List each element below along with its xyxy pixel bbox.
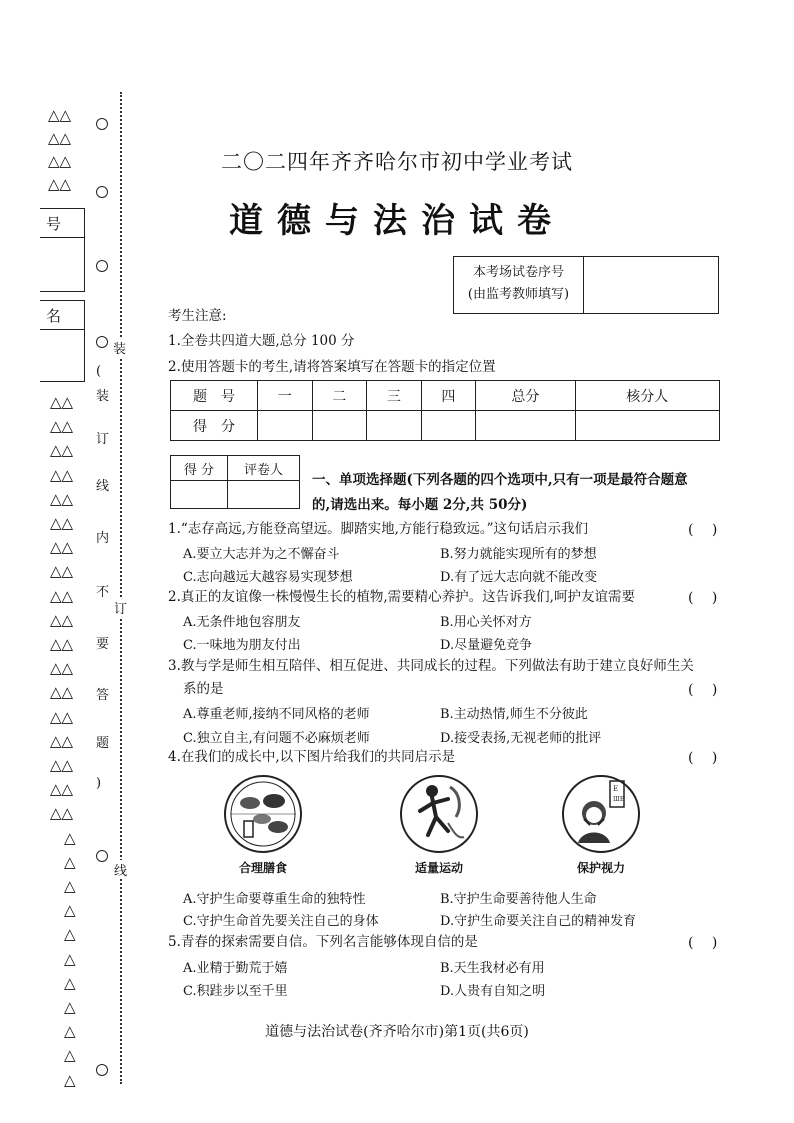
- triangle-mark: [50, 826, 76, 850]
- score-cell[interactable]: [367, 411, 422, 441]
- score-header-cell: 题 号: [171, 381, 258, 411]
- triangle-glyph: △: [50, 562, 62, 581]
- answer-blank[interactable]: ( ): [688, 522, 718, 538]
- notice-item-1: 1.全卷共四道大题,总分 100 分: [168, 333, 355, 349]
- option-d: D.有了远大志向就不能改变: [440, 570, 598, 585]
- triangle-glyph: △: [61, 659, 74, 678]
- triangle-glyph: △: [50, 514, 62, 533]
- triangle-glyph: △: [61, 538, 74, 557]
- triangle-glyph: △: [64, 901, 76, 920]
- triangle-glyph: △: [64, 1070, 76, 1089]
- triangle-glyph: △: [64, 949, 76, 968]
- triangle-mark: [50, 898, 76, 922]
- serial-number-label: [454, 257, 584, 313]
- option-c: C.一味地为朋友付出: [183, 638, 301, 653]
- triangle-glyph: △: [61, 417, 74, 436]
- triangle-mark: [50, 680, 76, 704]
- option-b: B.主动热情,师生不分彼此: [440, 707, 588, 722]
- triangle-mark: [50, 777, 76, 801]
- triangle-mark: [50, 874, 76, 898]
- triangle-glyph: △: [50, 441, 62, 460]
- triangle-glyph: △: [61, 635, 74, 654]
- triangle-glyph: △: [61, 586, 74, 605]
- score-cell[interactable]: [575, 411, 719, 441]
- binding-hole: [96, 118, 108, 130]
- picture-caption: 合理膳食: [238, 861, 287, 875]
- option-a: A.业精于勤荒于嬉: [183, 961, 288, 976]
- triangle-glyph: △: [61, 441, 74, 460]
- triangle-mark: [50, 850, 76, 874]
- score-header-cell: 核分人: [575, 381, 719, 411]
- section-1-title: 一、单项选择题(下列各题的四个选项中,只有一项是最符合题意: [312, 472, 688, 488]
- binding-hole: [96, 1064, 108, 1076]
- binding-char: 要: [96, 637, 110, 652]
- score-header-cell: 二: [312, 381, 367, 411]
- triangle-glyph: △: [61, 707, 74, 726]
- grader-name-cell[interactable]: [228, 481, 300, 509]
- question-4-stem: 4.在我们的成长中,以下图片给我们的共同启示是: [168, 749, 456, 765]
- score-cell[interactable]: [421, 411, 476, 441]
- binding-char-xian: 线: [114, 860, 127, 879]
- triangle-mark: [50, 535, 76, 559]
- triangle-glyph: △: [50, 465, 62, 484]
- triangle-glyph: △: [61, 731, 74, 750]
- option-c: C.志向越远大越容易实现梦想: [183, 570, 353, 585]
- triangle-glyph: △: [50, 417, 62, 436]
- question-3-stem: 3.教与学是师生相互陪伴、相互促进、共同成长的过程。下列做法有助于建立良好师生关: [168, 658, 694, 674]
- question-3-stem-cont: 系的是: [183, 681, 224, 697]
- binding-hole: [96, 850, 108, 862]
- triangle-mark: [50, 801, 76, 825]
- triangle-glyph: △: [61, 780, 74, 799]
- triangle-mark: △△: [48, 152, 72, 170]
- option-b: B.用心关怀对方: [440, 615, 532, 630]
- binding-char: 答: [96, 688, 110, 703]
- name-box[interactable]: [40, 300, 85, 382]
- answer-blank[interactable]: ( ): [688, 750, 718, 766]
- name-label: 名: [46, 307, 62, 325]
- question-1-stem: 1.“志存高远,方能登高望远。脚踏实地,方能行稳致远。”这句话启示我们: [168, 521, 589, 537]
- exam-number-label: 号: [46, 215, 62, 233]
- triangle-glyph: △: [64, 998, 76, 1017]
- triangle-mark: [50, 414, 76, 438]
- triangle-glyph: △: [61, 610, 74, 629]
- triangle-mark: [50, 947, 76, 971]
- triangle-glyph: △: [64, 973, 76, 992]
- score-row-label: 得 分: [171, 411, 258, 441]
- binding-char: 装: [96, 389, 110, 404]
- triangle-mark: [50, 995, 76, 1019]
- binding-char: 不: [96, 585, 110, 600]
- score-header-cell: 一: [258, 381, 313, 411]
- binding-paren-open: (: [96, 364, 102, 379]
- runner-icon: [398, 773, 480, 855]
- option-d: D.守护生命要关注自己的精神发育: [440, 914, 637, 929]
- triangle-glyph: △: [64, 1046, 76, 1065]
- triangle-glyph: △: [50, 756, 62, 775]
- triangle-mark: [50, 559, 76, 583]
- triangle-mark: [50, 608, 76, 632]
- triangle-glyph: △: [64, 852, 76, 871]
- triangle-mark: [50, 463, 76, 487]
- picture-eye-care: [560, 773, 642, 876]
- option-a: A.无条件地包容朋友: [183, 615, 301, 630]
- score-header-cell: 三: [367, 381, 422, 411]
- score-cell[interactable]: [312, 411, 367, 441]
- triangle-glyph: △: [64, 925, 76, 944]
- serial-label-line2: (由监考教师填写): [467, 287, 570, 302]
- option-c: C.积跬步以至千里: [183, 984, 288, 999]
- triangle-glyph: △: [61, 514, 74, 533]
- triangle-glyph: △: [61, 562, 74, 581]
- section-1-title-cont: 的,请选出来。每小题 2分,共 50分): [312, 497, 528, 513]
- triangle-mark: [50, 584, 76, 608]
- triangle-mark: [50, 487, 76, 511]
- triangle-glyph: △: [50, 804, 62, 823]
- score-header-cell: 四: [421, 381, 476, 411]
- triangle-glyph: △: [61, 804, 74, 823]
- triangle-glyph: △: [50, 489, 62, 508]
- page-footer: 道德与法治试卷(齐齐哈尔市)第1页(共6页): [265, 1024, 529, 1040]
- triangle-mark: [50, 729, 76, 753]
- score-header-cell: 总分: [476, 381, 575, 411]
- triangle-glyph: △: [64, 828, 76, 847]
- answer-blank[interactable]: ( ): [688, 590, 718, 606]
- score-cell[interactable]: [476, 411, 575, 441]
- triangle-glyph: △: [61, 683, 74, 702]
- picture-healthy-diet: [222, 773, 304, 876]
- binding-hole: [96, 260, 108, 272]
- triangle-mark: △△: [48, 129, 72, 147]
- picture-caption: 适量运动: [414, 861, 463, 875]
- binding-char: 题: [96, 736, 110, 751]
- margin-triangles-bottom: [50, 390, 76, 1092]
- option-a: A.要立大志并为之不懈奋斗: [183, 547, 340, 562]
- eye-chart-icon: [560, 773, 642, 855]
- binding-char: 订: [96, 432, 110, 447]
- binding-paren-close: ): [96, 776, 102, 791]
- triangle-glyph: △: [50, 731, 62, 750]
- triangle-mark: △△: [48, 106, 72, 124]
- answer-blank[interactable]: ( ): [688, 682, 718, 698]
- triangle-glyph: △: [61, 756, 74, 775]
- triangle-glyph: △: [64, 877, 76, 896]
- triangle-mark: [50, 705, 76, 729]
- triangle-mark: [50, 1068, 76, 1092]
- triangle-mark: [50, 971, 76, 995]
- notice-title: 考生注意:: [168, 308, 227, 324]
- grader-score-label: 得 分: [171, 456, 228, 481]
- answer-blank[interactable]: ( ): [688, 935, 718, 951]
- triangle-glyph: △: [61, 489, 74, 508]
- binding-hole: [96, 336, 108, 348]
- triangle-glyph: △: [50, 659, 62, 678]
- triangle-mark: △△: [48, 175, 72, 193]
- serial-label-line1: 本考场试卷序号: [472, 265, 564, 280]
- triangle-mark: [50, 656, 76, 680]
- triangle-mark: [50, 922, 76, 946]
- option-a: A.尊重老师,接纳不同风格的老师: [183, 707, 370, 722]
- option-c: C.独立自主,有问题不必麻烦老师: [183, 731, 370, 746]
- option-b: B.守护生命要善待他人生命: [440, 892, 597, 907]
- option-c: C.守护生命首先要关注自己的身体: [183, 914, 379, 929]
- triangle-mark: [50, 511, 76, 535]
- svg-text:ШE: ШE: [613, 796, 625, 803]
- option-d: D.尽量避免竞争: [440, 638, 533, 653]
- triangle-mark: [50, 438, 76, 462]
- option-b: B.努力就能实现所有的梦想: [440, 547, 597, 562]
- notice-item-2: 2.使用答题卡的考生,请将答案填写在答题卡的指定位置: [168, 359, 496, 375]
- picture-caption: 保护视力: [576, 861, 625, 875]
- option-b: B.天生我材必有用: [440, 961, 545, 976]
- option-d: D.接受表扬,无视老师的批评: [440, 731, 602, 746]
- question-5-stem: 5.青春的探索需要自信。下列名言能够体现自信的是: [168, 934, 478, 950]
- triangle-glyph: △: [50, 393, 62, 411]
- triangle-mark: [50, 753, 76, 777]
- option-d: D.人贵有自知之明: [440, 984, 546, 999]
- svg-text:E: E: [613, 785, 619, 793]
- grader-name-label: 评卷人: [228, 456, 300, 481]
- triangle-glyph: △: [64, 1022, 76, 1041]
- grader-table: [170, 455, 300, 509]
- triangle-glyph: △: [61, 393, 74, 411]
- exam-title: 二〇二四年齐齐哈尔市初中学业考试: [221, 150, 573, 174]
- subject-title: 道德与法治试卷: [229, 201, 565, 241]
- score-cell[interactable]: [258, 411, 313, 441]
- triangle-glyph: △: [61, 465, 74, 484]
- serial-number-box[interactable]: [453, 256, 719, 314]
- food-plate-icon: [222, 773, 304, 855]
- option-a: A.守护生命要尊重生命的独特性: [183, 892, 366, 907]
- triangle-glyph: △: [50, 635, 62, 654]
- score-table: [170, 380, 720, 441]
- triangle-glyph: △: [50, 683, 62, 702]
- triangle-glyph: △: [50, 707, 62, 726]
- triangle-glyph: △: [50, 610, 62, 629]
- triangle-glyph: △: [50, 538, 62, 557]
- picture-exercise: [398, 773, 480, 876]
- grader-score-cell[interactable]: [171, 481, 228, 509]
- triangle-mark: [50, 390, 76, 414]
- binding-char-ding: 订: [114, 598, 127, 617]
- triangle-mark: [50, 1043, 76, 1067]
- question-2-stem: 2.真正的友谊像一株慢慢生长的植物,需要精心养护。这告诉我们,呵护友谊需要: [168, 589, 635, 605]
- binding-char: 内: [96, 531, 110, 546]
- binding-char-zhuang: 装: [113, 338, 126, 357]
- triangle-mark: [50, 632, 76, 656]
- triangle-glyph: △: [50, 780, 62, 799]
- binding-char: 线: [96, 479, 110, 494]
- triangle-glyph: △: [50, 586, 62, 605]
